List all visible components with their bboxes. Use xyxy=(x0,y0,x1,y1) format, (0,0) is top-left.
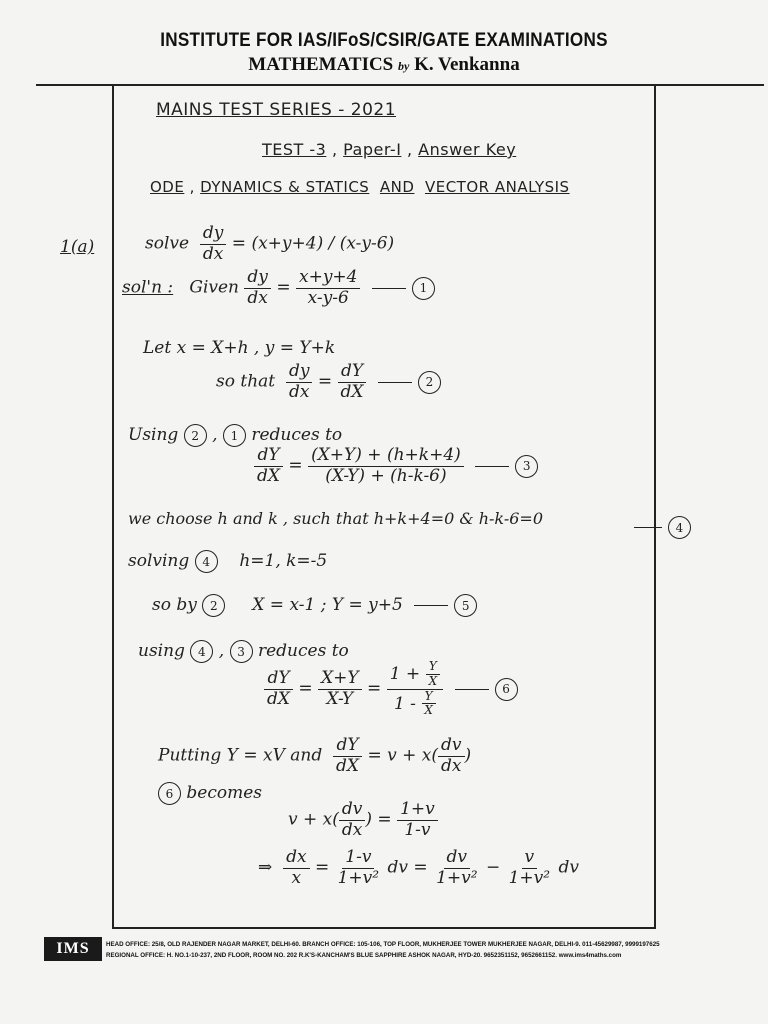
dY-dX-fraction: $\frac{dY}{dX}$ xyxy=(338,362,367,402)
page-footer xyxy=(44,937,724,967)
institute-title: INSTITUTE FOR IAS/IFoS/CSIR/GATE EXAMINATIONS xyxy=(160,30,608,51)
subject-title xyxy=(0,54,768,76)
eq-mark-4: 4 xyxy=(668,516,691,539)
solve-word: solve xyxy=(145,233,190,254)
equation-3: $\frac{dY}{dX}$ = $\frac{(X+Y) + (h+k+4)}{(X-Y) + (h-k-6)}$ 3 xyxy=(254,446,538,486)
topic-vector: VECTOR ANALYSIS xyxy=(424,178,570,196)
solve-line: solve $\frac{dy}{dx}$ = (x+y+4) / (x-y-6) xyxy=(145,223,395,264)
dy-dx-fraction-2: $\frac{dy}{dx}$ xyxy=(244,268,271,308)
page-header xyxy=(0,30,768,76)
xy-substitution: X = x-1 ; Y = y+5 xyxy=(252,595,403,615)
hk-values: h=1, k=-5 xyxy=(239,551,328,571)
answer-key-label: Answer Key xyxy=(418,140,517,159)
equation-v: v + x( $\frac{dv}{dx}$ ) = $\frac{1+v}{1-v}$ xyxy=(288,800,438,840)
given-rhs-fraction: $\frac{x+y+4}{x-y-6}$ xyxy=(296,268,361,308)
author-name: K. Venkanna xyxy=(414,54,520,75)
paper-label: Paper-I xyxy=(343,140,402,159)
given-line: sol'n : Given $\frac{dy}{dx}$ = $\frac{x+y+4}{x-y-6}$ 1 xyxy=(122,268,435,308)
solution-label: sol'n : xyxy=(122,277,174,298)
given-rhs: (x+y+4) / (x-y-6) xyxy=(251,233,395,254)
so-that-word: so that xyxy=(216,371,276,392)
topics-line: ODE , DYNAMICS & STATICS AND VECTOR ANALYSIS xyxy=(150,178,570,196)
topic-ode: ODE xyxy=(150,178,185,196)
choose-line: we choose h and k , such that h+k+4=0 & h-k-6=0 xyxy=(128,509,544,528)
eq-mark-1: 1 xyxy=(412,277,435,300)
regional-office-address: REGIONAL OFFICE: H. NO.1-10-237, 2ND FLOOR, ROOM NO. 202 R.K'S-KANCHAM'S BLUE SAPPHIRE ASHOK NAGAR, HYD-20. 9652351152, 9652661152. www.ims4maths.com xyxy=(106,952,622,959)
left-margin-line xyxy=(112,86,114,928)
test-line: TEST -3 , Paper-I , Answer Key xyxy=(262,140,517,159)
topic-dynamics: DYNAMICS & STATICS xyxy=(200,178,370,196)
equation-6: $\frac{dY}{dX}$ = $\frac{X+Y}{X-Y}$ = 1 + $\frac{Y}{X}$ 1 - $\frac{Y}{X}$ 6 xyxy=(264,660,518,718)
so-by-line: so by 2 X = x-1 ; Y = y+5 5 xyxy=(152,594,477,617)
let-line: Let x = X+h , y = Y+k xyxy=(143,338,336,358)
eq-mark-5: 5 xyxy=(454,594,477,617)
subject-name: MATHEMATICS xyxy=(248,54,394,75)
eq-mark-3: 3 xyxy=(515,455,538,478)
equation-separated: ⇒ $\frac{dx}{x}$ = $\frac{1-v}{\text{1+v²}}$ dv = $\frac{dv}{\text{1+v²}}$ − $\frac{v}{\text{1+v²}}$ dv xyxy=(258,847,579,888)
becomes-line: 6 becomes xyxy=(158,782,262,805)
by-label: by xyxy=(398,59,410,73)
head-office-address: HEAD OFFICE: 25/8, OLD RAJENDER NAGAR MARKET, DELHI-60. BRANCH OFFICE: 105-106, TOP FLOOR, MUKHERJEE TOWER MUKHERJEE NAGAR, DELHI-9. 011-45629987, 9999197625 xyxy=(106,941,660,948)
dy-dx-fraction-3: $\frac{dy}{dx}$ xyxy=(286,362,313,402)
given-word: Given xyxy=(189,277,240,298)
using-4-line: using 4 , 3 reduces to xyxy=(138,641,349,661)
putting-line: Putting Y = xV and $\frac{dY}{dX}$ = v + x( $\frac{dv}{dx}$ ) xyxy=(158,735,472,776)
series-title: MAINS TEST SERIES - 2021 xyxy=(156,100,397,120)
right-margin-line xyxy=(654,86,656,928)
eq-mark-6: 6 xyxy=(495,678,518,701)
ims-logo: IMS xyxy=(44,937,102,961)
eq-mark-4-wrap xyxy=(628,516,691,539)
solving-line: solving 4 h=1, k=-5 xyxy=(128,551,328,571)
dy-dx-fraction: $\frac{dy}{dx}$ xyxy=(200,224,227,264)
footer-rule xyxy=(112,927,656,929)
so-that-line: so that $\frac{dy}{dx}$ = $\frac{dY}{dX}$ 2 xyxy=(216,362,441,402)
topic-and: AND xyxy=(379,178,415,196)
using-2-line: Using 2 , 1 reduces to xyxy=(128,425,343,445)
test-number: TEST -3 xyxy=(262,140,327,159)
question-label: 1(a) xyxy=(60,237,95,257)
eq-mark-2: 2 xyxy=(418,371,441,394)
equation-6-ratio: 1 + $\frac{Y}{X}$ 1 - $\frac{Y}{X}$ xyxy=(387,660,443,718)
equation-3-rhs: $\frac{(X+Y) + (h+k+4)}{(X-Y) + (h-k-6)}$ xyxy=(308,446,464,486)
